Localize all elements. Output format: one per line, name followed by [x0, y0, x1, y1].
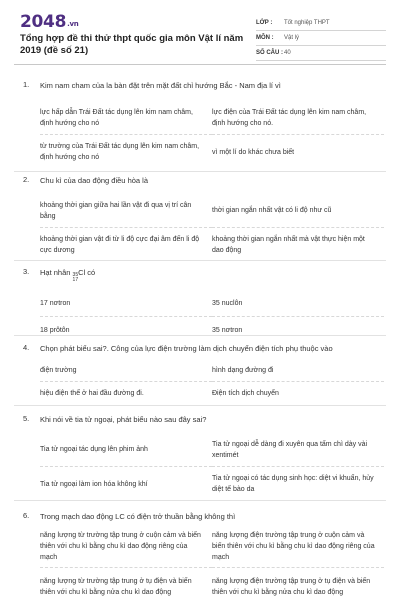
meta-value: 40 — [284, 50, 291, 56]
site-logo[interactable] — [20, 12, 78, 32]
answer-option[interactable]: 35 nơtron — [212, 327, 243, 334]
meta-row-subject — [256, 31, 386, 46]
answer-option[interactable]: Tia tử ngoại làm ion hóa không khí — [40, 480, 148, 488]
answer-option[interactable]: năng lượng điện trường tập trung ở cuộn cảm và biến thiên với chu kì bằng chu kì dao động riêng của mạch — [212, 526, 384, 568]
atomic-number: 17 — [72, 277, 79, 283]
answer-option[interactable]: 17 nơtron — [40, 290, 212, 317]
question-stem: Trong mạch dao động LC có điện trở thuần bằng không thì — [40, 512, 236, 521]
question-number: 3. — [23, 267, 30, 276]
question-number: 4. — [23, 343, 30, 352]
question-stem: Chu kì của dao động điều hòa là — [40, 176, 148, 185]
mass-number: 35 — [72, 272, 79, 278]
question-stem — [40, 267, 386, 283]
question-number: 1. — [23, 80, 30, 89]
question-separator — [14, 335, 386, 336]
question-separator — [14, 405, 386, 406]
meta-key: SỐ CÂU : — [256, 50, 283, 56]
answer-option[interactable]: vì một lí do khác chưa biết — [212, 148, 295, 156]
question-stem: Khi nói về tia tử ngoại, phát biểu nào sau đây sai? — [40, 415, 207, 424]
meta-key: MÔN : — [256, 35, 274, 41]
document-meta — [256, 16, 386, 61]
meta-row-count — [256, 46, 386, 61]
answer-option[interactable]: Tia tử ngoại dễ dàng đi xuyên qua tấm chì dày vài xentimét — [212, 433, 384, 467]
answer-option[interactable]: khoảng thời gian giữa hai lần vật đi qua vị trí cân bằng — [40, 194, 212, 228]
question-stem: Chọn phát biểu sai?. Công của lực điện trường làm dịch chuyển điện tích phụ thuộc vào — [40, 344, 333, 353]
question-separator — [14, 500, 386, 501]
answer-option[interactable]: Tia tử ngoại có tác dụng sinh học: diệt vi khuẩn, hủy diệt tế bào da — [212, 475, 374, 493]
question-4 — [0, 343, 400, 414]
question-stem: Kim nam cham của la bàn đặt trên mặt đất chỉ hướng Bắc - Nam địa lí vì — [40, 81, 281, 90]
question-5 — [0, 414, 400, 511]
answer-option[interactable]: khoảng thời gian vật đi từ li độ cực đại âm đến li độ cực dương — [40, 236, 200, 254]
answer-option[interactable]: năng lượng điện trường tập trung ở tụ điện và biến thiên với chu kì bằng nửa chu kì dao động — [212, 578, 371, 596]
answer-options — [40, 433, 386, 501]
answer-option[interactable]: Tia tử ngoại tác dụng lên phim ảnh — [40, 433, 212, 467]
answer-option[interactable]: hình dạng đường đi — [212, 360, 384, 382]
answer-option[interactable]: 35 nuclôn — [212, 290, 384, 317]
meta-value: Tốt nghiệp THPT — [284, 20, 330, 26]
logo-suffix: .vn — [67, 20, 79, 28]
answer-option[interactable]: từ trường của Trái Đất tác dụng lên kim nam châm, định hướng cho nó — [40, 143, 200, 161]
question-number: 5. — [23, 414, 30, 423]
answer-option[interactable]: Điện tích dịch chuyển — [212, 389, 279, 397]
answer-option[interactable]: năng lượng từ trường tập trung ở tụ điện và biến thiên với chu kì bằng nửa chu kì dao động — [40, 578, 192, 596]
answer-option[interactable]: lực hấp dẫn Trái Đất tác dụng lên kim nam châm, định hướng cho nó — [40, 101, 212, 135]
answer-options — [40, 360, 386, 404]
stem-text: Hạt nhân — [40, 268, 71, 277]
answer-options — [40, 101, 386, 169]
stem-text: có — [87, 268, 96, 277]
page-header — [0, 0, 400, 62]
answer-options — [40, 194, 386, 262]
question-number: 2. — [23, 175, 30, 184]
question-3 — [0, 267, 400, 343]
document-title: Tổng hợp đề thi thử thpt quốc gia môn Vật lí năm 2019 (đề số 21) — [20, 33, 244, 56]
answer-option[interactable]: 18 prôtôn — [40, 327, 70, 334]
question-separator — [14, 171, 386, 172]
question-2 — [0, 175, 400, 267]
question-number: 6. — [23, 511, 30, 520]
element-symbol: Cl — [78, 268, 86, 277]
logo-text: 2048 — [20, 12, 67, 32]
question-list — [0, 80, 400, 600]
question-1 — [0, 80, 400, 175]
meta-value: Vật lý — [284, 35, 300, 41]
answer-option[interactable]: khoảng thời gian ngắn nhất mà vật thực hiện một dao động — [212, 236, 365, 254]
answer-option[interactable]: thời gian ngắn nhất vật có li độ như cũ — [212, 194, 384, 228]
meta-key: LỚP : — [256, 20, 273, 26]
answer-options — [40, 526, 386, 600]
header-divider — [14, 64, 386, 65]
answer-option[interactable]: lực điện của Trái Đất tác dụng lên kim nam châm, định hướng cho nó. — [212, 101, 384, 135]
question-separator — [14, 260, 386, 261]
answer-option[interactable]: điện trường — [40, 360, 212, 382]
meta-row-class — [256, 16, 386, 31]
question-6 — [0, 511, 400, 600]
answer-option[interactable]: năng lượng từ trường tập trung ở cuộn cảm và biến thiên với chu kì bằng chu kì dao động riêng của mạch — [40, 526, 212, 568]
answer-option[interactable]: hiệu điện thế ở hai đầu đường đi. — [40, 389, 144, 397]
